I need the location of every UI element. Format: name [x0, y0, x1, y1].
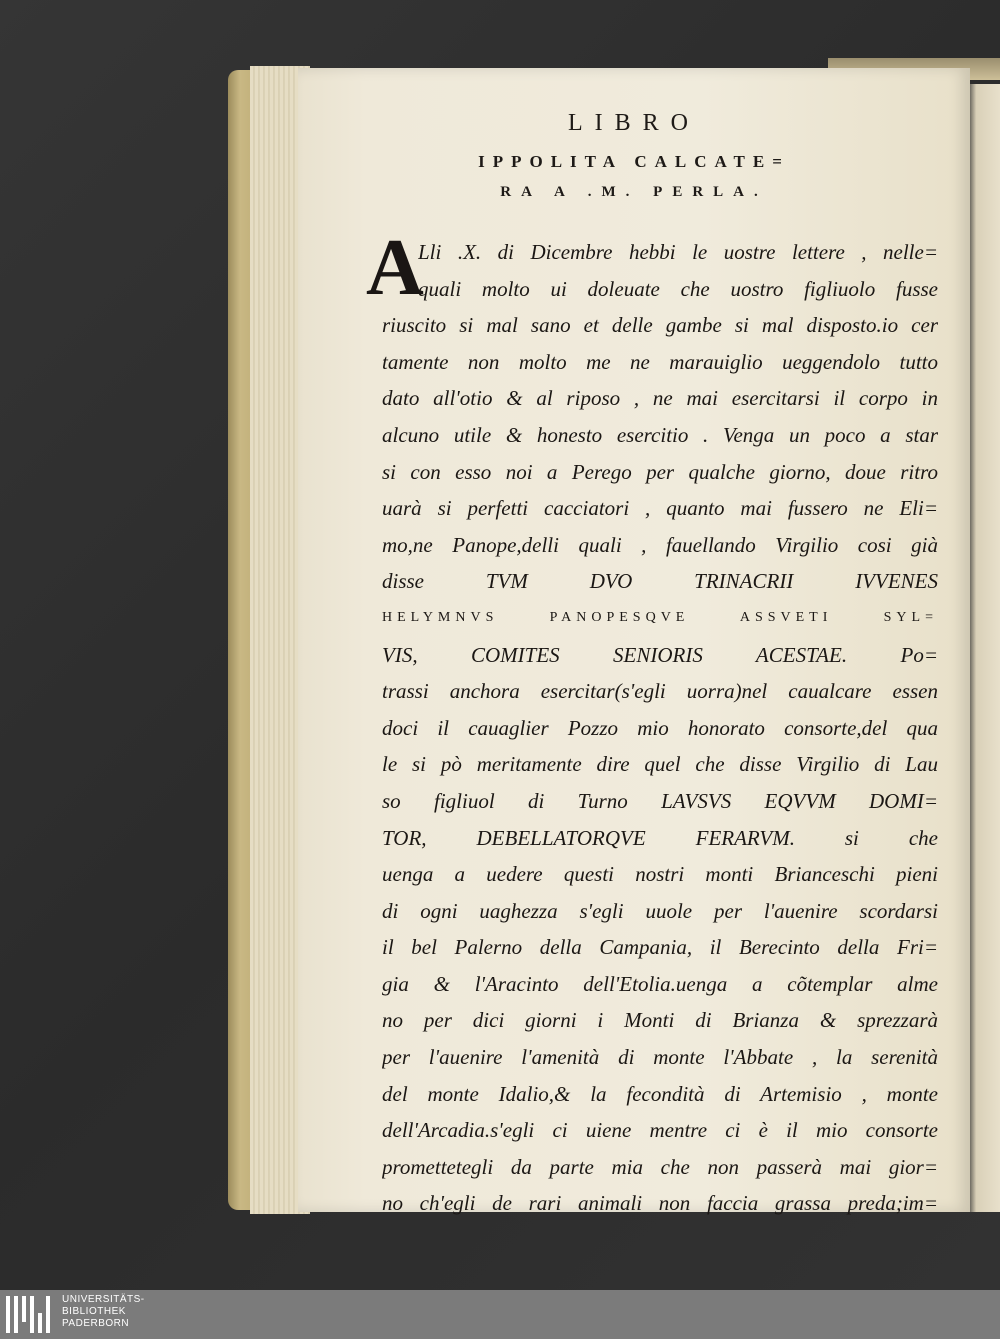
text-line-latin-quote: HELYMNVS PANOPESQVE ASSVETI SYL=	[382, 609, 938, 625]
text-line: dato all'otio & al riposo , ne mai esercitarsi il corpo in	[382, 386, 938, 411]
library-name-line2: BIBLIOTHEK	[62, 1306, 126, 1317]
text-line: del monte Idalio,& la fecondità di Artemisio , monte	[382, 1081, 938, 1106]
text-line: mo,ne Panope,delli quali , fauellando Virgilio cosi già	[382, 532, 938, 557]
text-line: uarà si perfetti cacciatori , quanto mai fussero ne Eli=	[382, 496, 938, 521]
text-line: tamente non molto me ne marauiglio ueggendolo tutto	[382, 349, 938, 374]
text-line: quali molto ui doleuate che uostro figliuolo fusse	[418, 276, 938, 301]
text-line: uenga a uedere questi nostri monti Brianceschi pieni	[382, 862, 938, 887]
text-line: alcuno utile & honesto esercitio . Venga un poco a star	[382, 422, 938, 447]
letter-heading-line1: IPPOLITA CALCATE=	[478, 152, 790, 171]
text-line: VIS, COMITES SENIORIS ACESTAE. Po=	[382, 642, 938, 667]
text-line: si con esso noi a Perego per qualche giorno, doue ritro	[382, 459, 938, 484]
text-line: disse TVM DVO TRINACRII IVVENES	[382, 569, 938, 594]
text-line: TOR, DEBELLATORQVE FERARVM. si che	[382, 825, 938, 850]
text-line: riuscito si mal sano et delle gambe si mal disposto.io cer	[382, 313, 938, 338]
text-line: no ch'egli de rari animali non faccia grassa preda;im=	[382, 1191, 938, 1216]
text-line: promettetegli da parte mia che non passerà mai gior=	[382, 1154, 938, 1179]
library-name-line1: UNIVERSITÄTS-	[62, 1294, 145, 1305]
drop-cap: A	[366, 224, 424, 312]
text-line: doci il cauaglier Pozzo mio honorato consorte,del qua	[382, 715, 938, 740]
printed-page	[298, 68, 970, 1216]
library-name	[62, 1294, 145, 1330]
library-footer-bar	[0, 1290, 1000, 1339]
text-line: Lli .X. di Dicembre hebbi le uostre lettere , nelle=	[418, 240, 938, 264]
text-line: per l'auenire l'amenità di monte l'Abbate , la serenità	[382, 1045, 938, 1070]
text-line: il bel Palerno della Campania, il Berecinto della Fri=	[382, 935, 938, 960]
letter-heading-line2: RA A .M. PERLA.	[500, 184, 768, 200]
body-text	[382, 234, 938, 1222]
text-line: di ogni uaghezza s'egli uuole per l'auenire scordarsi	[382, 898, 938, 923]
library-logo-icon	[6, 1296, 54, 1333]
library-name-line3: PADERBORN	[62, 1318, 130, 1329]
text-line: no per dici giorni i Monti di Brianza & sprezzarà	[382, 1008, 938, 1033]
book-scan	[228, 58, 1000, 1218]
text-line: gia & l'Aracinto dell'Etolia.uenga a cõtemplar alme	[382, 971, 938, 996]
text-line: dell'Arcadia.s'egli ci uiene mentre ci è il mio consorte	[382, 1118, 938, 1143]
text-line: le si pò meritamente dire quel che disse Virgilio di Lau	[382, 752, 938, 777]
facing-page-edge	[966, 84, 1000, 1212]
text-line: so figliuol di Turno LAVSVS EQVVM DOMI=	[382, 788, 938, 813]
running-head: LIBRO	[568, 110, 700, 136]
text-line: trassi anchora esercitar(s'egli uorra)nel caualcare essen	[382, 679, 938, 704]
